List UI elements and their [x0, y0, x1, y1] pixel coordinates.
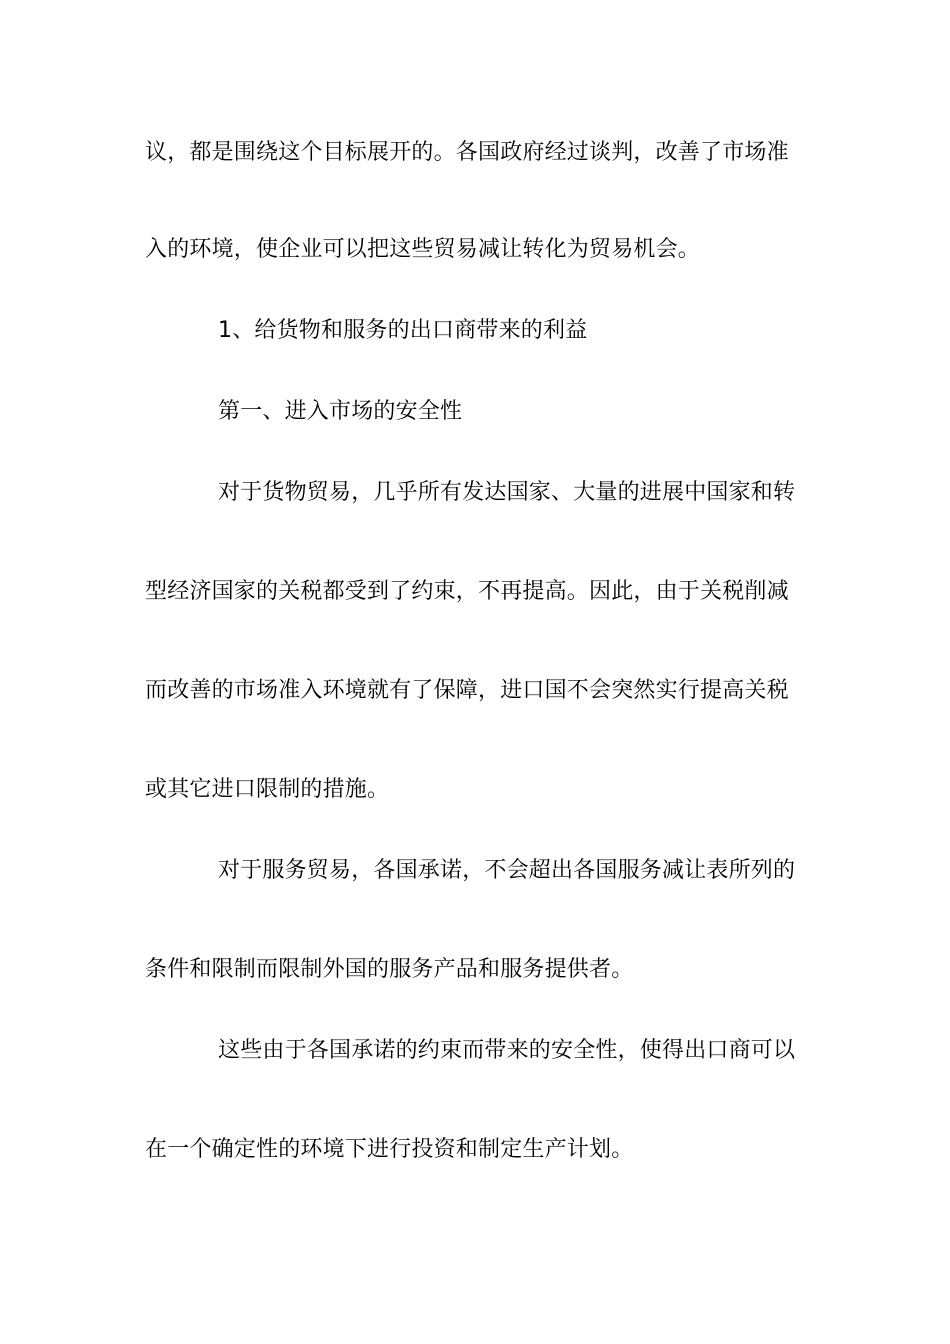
- paragraph-line: 条件和限制而限制外国的服务产品和服务提供者。: [145, 957, 634, 982]
- paragraph-line: 型经济国家的关税都受到了约束，不再提高。因此，由于关税削减: [145, 579, 789, 604]
- paragraph-line: 而改善的市场准入环境就有了保障，进口国不会突然实行提高关税: [145, 678, 789, 703]
- paragraph-line: 入的环境，使企业可以把这些贸易减让转化为贸易机会。: [145, 237, 701, 262]
- subsection-heading: 第一、进入市场的安全性: [218, 399, 463, 424]
- paragraph-line: 在一个确定性的环境下进行投资和制定生产计划。: [145, 1137, 634, 1162]
- section-heading: 1、给货物和服务的出口商带来的利益: [218, 318, 588, 343]
- paragraph-line: 对于服务贸易，各国承诺，不会超出各国服务减让表所列的: [218, 858, 796, 883]
- paragraph-line: 对于货物贸易，几乎所有发达国家、大量的进展中国家和转: [218, 480, 796, 505]
- paragraph-line: 这些由于各国承诺的约束而带来的安全性，使得出口商可以: [218, 1038, 796, 1063]
- paragraph-line: 议，都是围绕这个目标展开的。各国政府经过谈判，改善了市场准: [145, 140, 789, 165]
- paragraph-line: 或其它进口限制的措施。: [145, 777, 390, 802]
